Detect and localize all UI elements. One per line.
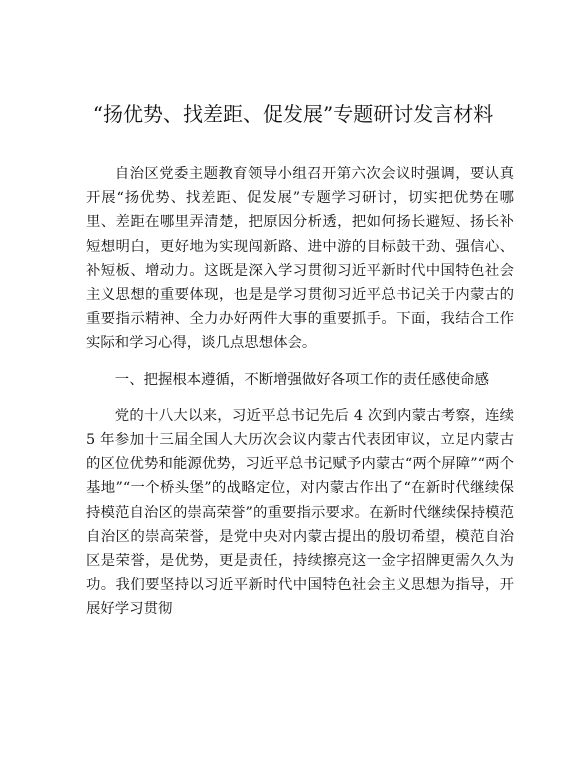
section-paragraph: 党的十八大以来，习近平总书记先后 4 次到内蒙古考察，连续 5 年参加十三届全国人大历次会议内蒙古代表团审议，立足内蒙古的区位优势和能源优势，习近平总书记赋予内蒙古“两个屏障”“两个基地”“一个桥头堡”的战略定位，对内蒙古作出了“在新时代继续保持模范自治区的崇高荣誉”的重要指示要求。在新时代继续保持模范自治区的崇高荣誉，是党中央对内蒙古提出的殷切希望，模范自治区是荣誉，是优势，更是责任，持续擦亮这一金字招牌更需久久为功。我们要坚持以习近平新时代中国特色社会主义思想为指导，开展好学习贯彻 [86,407,514,618]
section-heading: 一、把握根本遵循，不断增强做好各项工作的责任感使命感 [114,371,489,388]
document-body [86,162,514,634]
intro-paragraph: 自治区党委主题教育领导小组召开第六次会议时强调，要认真开展“扬优势、找差距、促发展”专题学习研讨，切实把优势在哪里、差距在哪里弄清楚，把原因分析透，把如何扬长避短、扬长补短想明白，更好地为实现闯新路、进中游的目标鼓干劲、强信心、补短板、增动力。这既是深入学习贯彻习近平新时代中国特色社会主义思想的重要体现，也是是学习贯彻习近平总书记关于内蒙古的重要指示精神、全力办好两件大事的重要抓手。下面，我结合工作实际和学习心得，谈几点思想体会。 [86,166,514,352]
document-title: “扬优势、找差距、促发展”专题研讨发言材料 [92,102,494,126]
